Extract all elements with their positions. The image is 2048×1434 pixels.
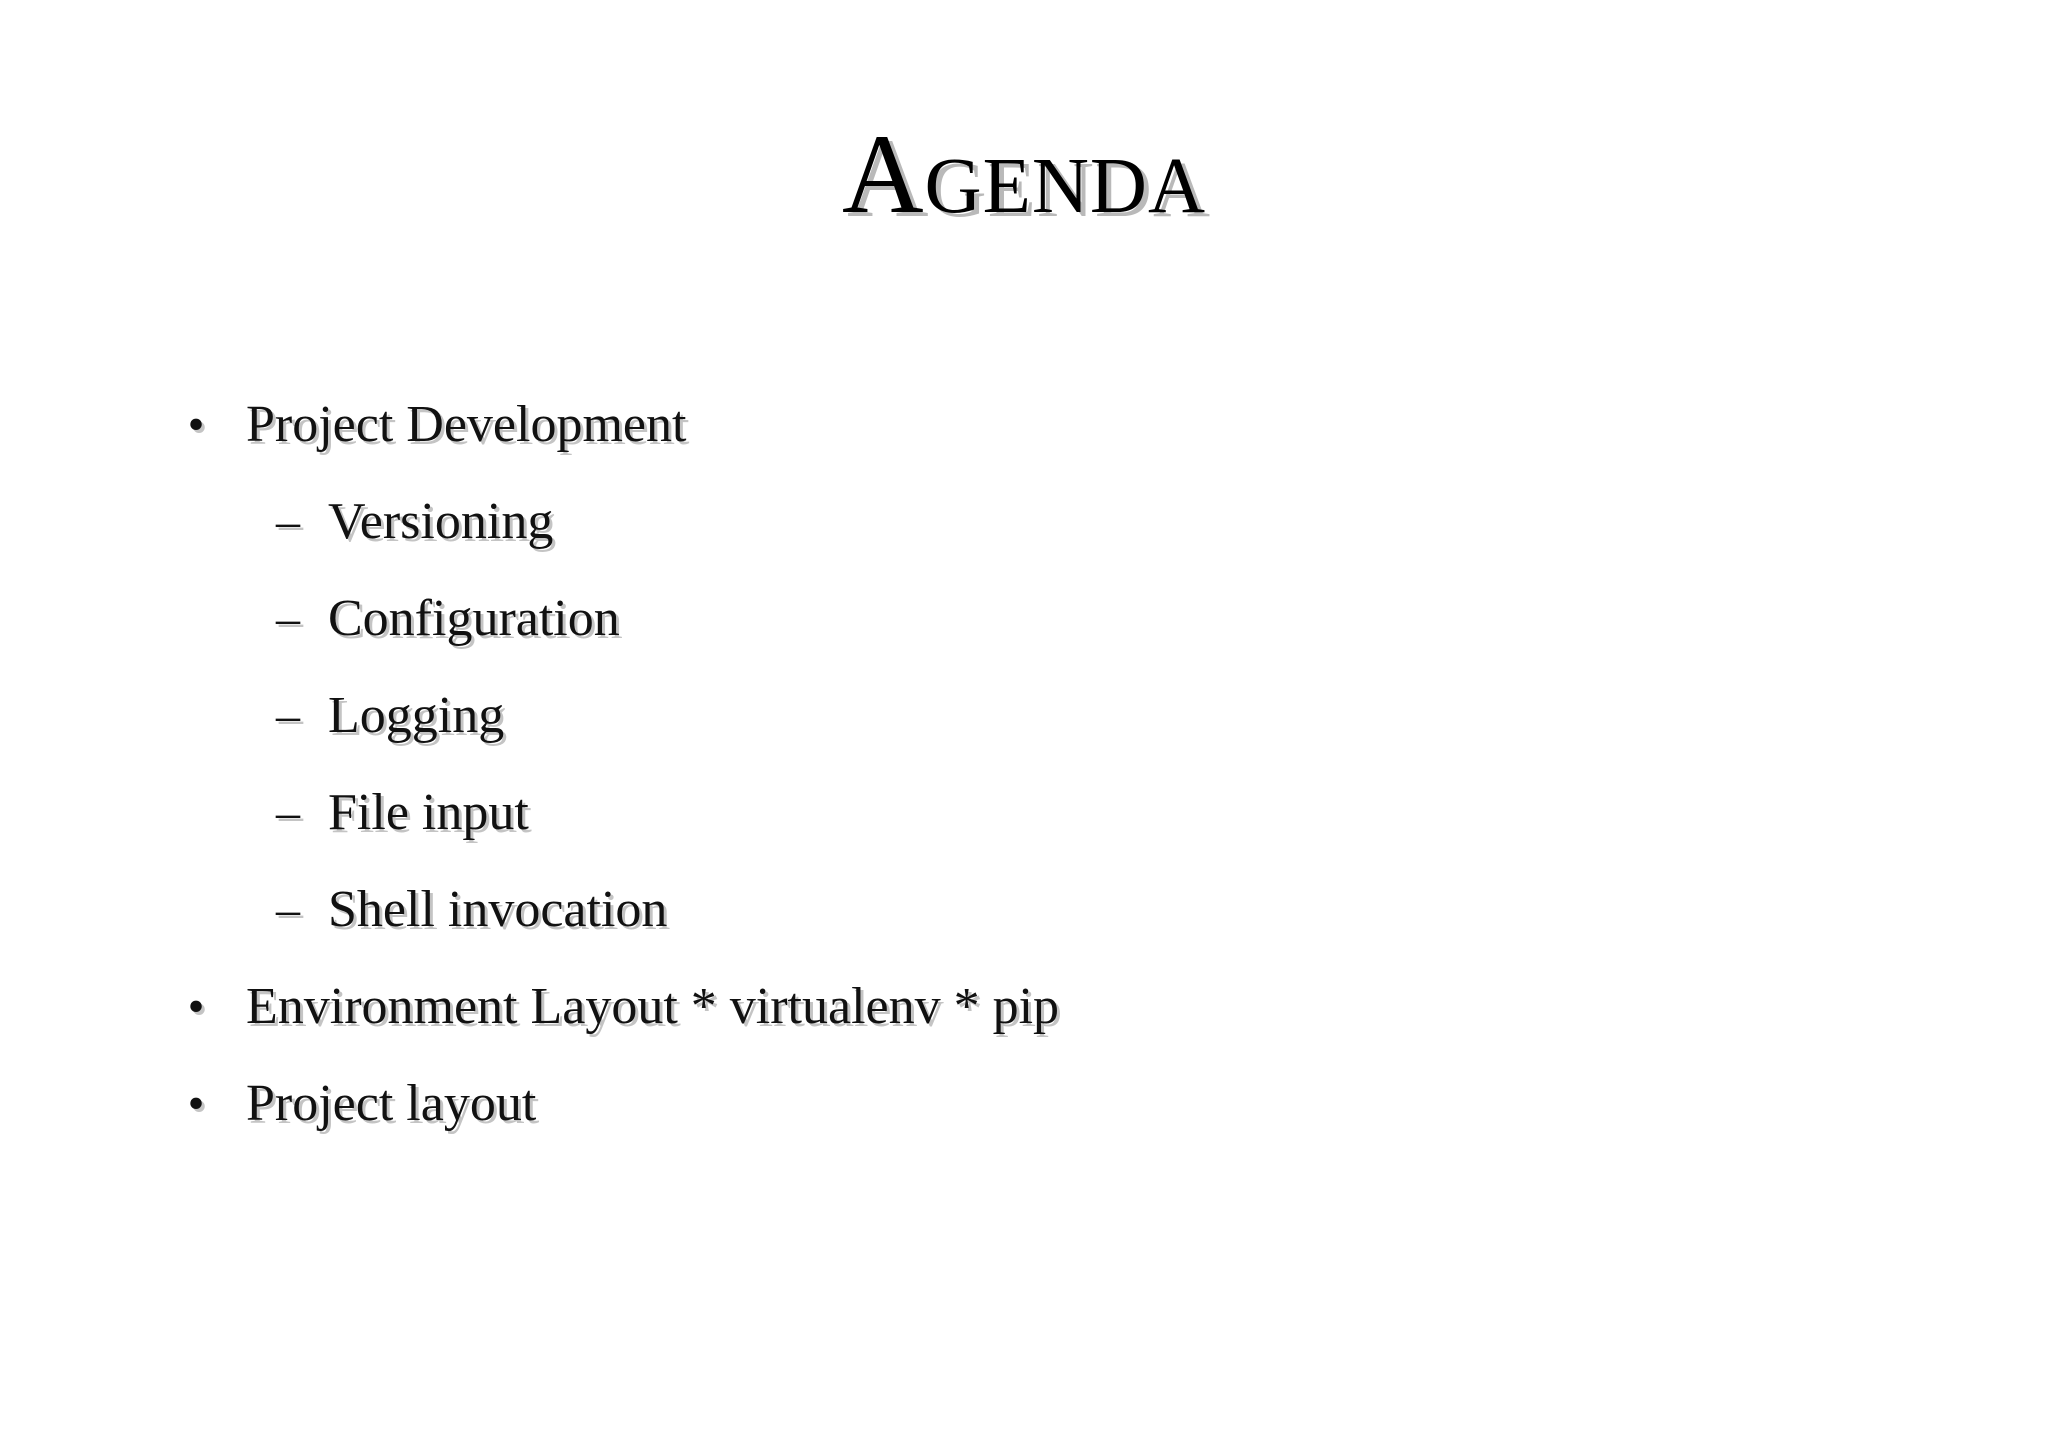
bullet-icon: • bbox=[187, 980, 205, 1033]
agenda-subitem-label: Versioning bbox=[328, 493, 554, 550]
dash-icon: – bbox=[276, 786, 300, 839]
dash-icon: – bbox=[276, 592, 300, 645]
dash-icon: – bbox=[276, 689, 300, 742]
agenda-item-label: Project Development bbox=[246, 396, 687, 453]
agenda-item-label: Project layout bbox=[246, 1075, 537, 1132]
dash-icon: – bbox=[276, 883, 300, 936]
agenda-item-label: Environment Layout * virtualenv * pip bbox=[246, 978, 1060, 1035]
agenda-subitem-label: Shell invocation bbox=[328, 881, 668, 938]
bullet-icon: • bbox=[187, 1077, 205, 1130]
dash-icon: – bbox=[276, 495, 300, 548]
slide-title: Agenda bbox=[841, 112, 1207, 237]
agenda-subitem-label: File input bbox=[328, 784, 529, 841]
agenda-subitem-label: Configuration bbox=[328, 590, 620, 647]
bullet-icon: • bbox=[187, 398, 205, 451]
agenda-subitem-label: Logging bbox=[328, 687, 505, 744]
